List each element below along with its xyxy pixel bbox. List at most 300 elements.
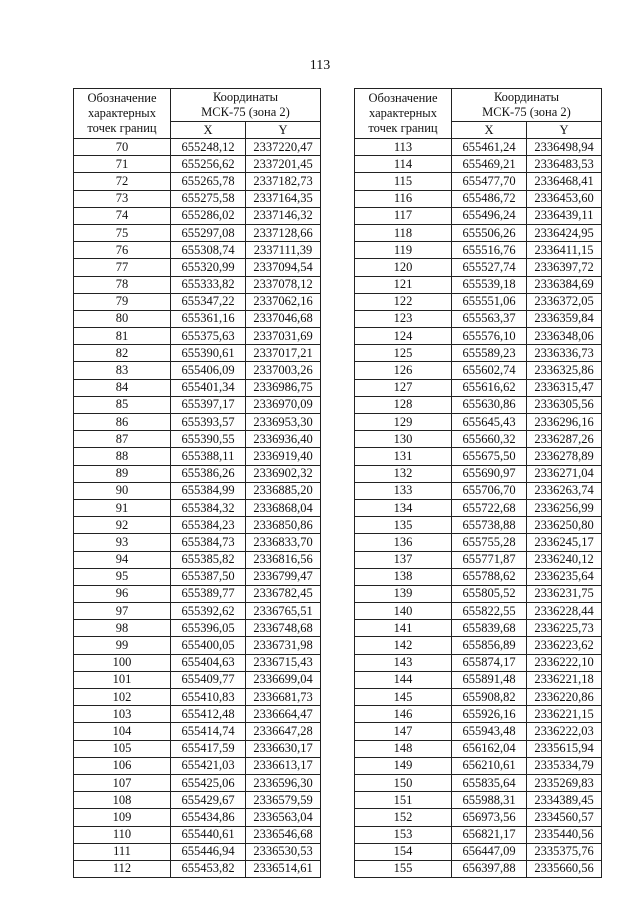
y-coordinate-cell: 2337017,21 <box>246 345 321 362</box>
y-coordinate-cell: 2337094,54 <box>246 259 321 276</box>
table-row <box>355 774 602 791</box>
point-header-line: точек границ <box>368 121 438 135</box>
table-row <box>74 774 321 791</box>
x-coordinate-cell: 655516,76 <box>452 242 527 259</box>
table-row <box>74 860 321 877</box>
x-coordinate-cell: 655788,62 <box>452 568 527 585</box>
table-row <box>355 757 602 774</box>
point-number-cell: 104 <box>74 723 171 740</box>
x-coordinate-cell: 655477,70 <box>452 173 527 190</box>
y-coordinate-cell: 2336816,56 <box>246 551 321 568</box>
x-coordinate-cell: 655891,48 <box>452 671 527 688</box>
table-row <box>74 637 321 654</box>
table-row <box>74 499 321 516</box>
x-coordinate-cell: 655822,55 <box>452 603 527 620</box>
x-coordinate-cell: 655602,74 <box>452 362 527 379</box>
y-coordinate-cell: 2336222,10 <box>527 654 602 671</box>
table-row <box>355 328 602 345</box>
point-number-cell: 151 <box>355 792 452 809</box>
x-coordinate-cell: 655506,26 <box>452 224 527 241</box>
table-row <box>355 207 602 224</box>
y-coordinate-cell: 2336885,20 <box>246 482 321 499</box>
x-coordinate-cell: 655722,68 <box>452 499 527 516</box>
x-coordinate-cell: 655347,22 <box>171 293 246 310</box>
table-row <box>355 534 602 551</box>
table-row <box>355 242 602 259</box>
x-coordinate-cell: 655375,63 <box>171 328 246 345</box>
table-row <box>74 173 321 190</box>
table-row <box>74 310 321 327</box>
y-coordinate-cell: 2335334,79 <box>527 757 602 774</box>
x-coordinate-cell: 655389,77 <box>171 585 246 602</box>
x-coordinate-cell: 655390,55 <box>171 431 246 448</box>
point-number-cell: 140 <box>355 603 452 620</box>
x-coordinate-cell: 655453,82 <box>171 860 246 877</box>
point-number-cell: 149 <box>355 757 452 774</box>
x-coordinate-cell: 655434,86 <box>171 809 246 826</box>
point-number-cell: 130 <box>355 431 452 448</box>
y-coordinate-cell: 2336483,53 <box>527 156 602 173</box>
y-coordinate-cell: 2336833,70 <box>246 534 321 551</box>
y-coordinate-cell: 2336240,12 <box>527 551 602 568</box>
x-coordinate-cell: 655396,05 <box>171 620 246 637</box>
table-row <box>74 757 321 774</box>
x-coordinate-cell: 655384,32 <box>171 499 246 516</box>
y-coordinate-cell: 2336225,73 <box>527 620 602 637</box>
table-row <box>355 156 602 173</box>
y-coordinate-cell: 2336613,17 <box>246 757 321 774</box>
table-row <box>355 671 602 688</box>
table-body <box>74 139 321 878</box>
table-row <box>355 431 602 448</box>
x-header: X <box>452 122 527 139</box>
y-coordinate-cell: 2337182,73 <box>246 173 321 190</box>
point-number-cell: 90 <box>74 482 171 499</box>
table-row <box>355 396 602 413</box>
x-coordinate-cell: 655926,16 <box>452 706 527 723</box>
x-coordinate-cell: 655297,08 <box>171 224 246 241</box>
y-coordinate-cell: 2334389,45 <box>527 792 602 809</box>
y-coordinate-cell: 2336850,86 <box>246 517 321 534</box>
x-coordinate-cell: 655320,99 <box>171 259 246 276</box>
point-number-cell: 99 <box>74 637 171 654</box>
point-number-cell: 122 <box>355 293 452 310</box>
point-number-cell: 82 <box>74 345 171 362</box>
coordinates-header <box>171 89 321 122</box>
table-row <box>355 362 602 379</box>
table-row <box>74 482 321 499</box>
point-number-cell: 72 <box>74 173 171 190</box>
y-coordinate-cell: 2337146,32 <box>246 207 321 224</box>
y-coordinate-cell: 2336468,41 <box>527 173 602 190</box>
point-number-cell: 119 <box>355 242 452 259</box>
table-row <box>355 173 602 190</box>
x-coordinate-cell: 656821,17 <box>452 826 527 843</box>
x-coordinate-cell: 655333,82 <box>171 276 246 293</box>
point-number-cell: 95 <box>74 568 171 585</box>
x-coordinate-cell: 655256,62 <box>171 156 246 173</box>
point-number-cell: 110 <box>74 826 171 843</box>
y-coordinate-cell: 2336223,62 <box>527 637 602 654</box>
point-number-cell: 111 <box>74 843 171 860</box>
x-coordinate-cell: 655675,50 <box>452 448 527 465</box>
x-coordinate-cell: 655397,17 <box>171 396 246 413</box>
point-number-cell: 89 <box>74 465 171 482</box>
x-coordinate-cell: 655393,57 <box>171 414 246 431</box>
table-row <box>355 740 602 757</box>
table-row <box>355 637 602 654</box>
point-number-cell: 88 <box>74 448 171 465</box>
table-row <box>74 792 321 809</box>
point-number-cell: 150 <box>355 774 452 791</box>
table-row <box>355 190 602 207</box>
x-coordinate-cell: 655417,59 <box>171 740 246 757</box>
point-number-cell: 81 <box>74 328 171 345</box>
x-coordinate-cell: 655706,70 <box>452 482 527 499</box>
y-coordinate-cell: 2336315,47 <box>527 379 602 396</box>
y-coordinate-cell: 2336748,68 <box>246 620 321 637</box>
table-row <box>74 242 321 259</box>
table-row <box>74 568 321 585</box>
point-number-cell: 76 <box>74 242 171 259</box>
x-coordinate-cell: 655645,43 <box>452 414 527 431</box>
x-coordinate-cell: 655414,74 <box>171 723 246 740</box>
point-number-cell: 73 <box>74 190 171 207</box>
y-coordinate-cell: 2335440,56 <box>527 826 602 843</box>
y-coordinate-cell: 2336664,47 <box>246 706 321 723</box>
y-coordinate-cell: 2336250,80 <box>527 517 602 534</box>
point-number-cell: 154 <box>355 843 452 860</box>
table-row <box>74 654 321 671</box>
x-coordinate-cell: 656210,61 <box>452 757 527 774</box>
y-coordinate-cell: 2336699,04 <box>246 671 321 688</box>
y-coordinate-cell: 2335269,83 <box>527 774 602 791</box>
y-coordinate-cell: 2337111,39 <box>246 242 321 259</box>
x-coordinate-cell: 655388,11 <box>171 448 246 465</box>
point-number-cell: 113 <box>355 139 452 156</box>
y-coordinate-cell: 2335660,56 <box>527 860 602 877</box>
y-coordinate-cell: 2336530,53 <box>246 843 321 860</box>
y-coordinate-cell: 2337164,35 <box>246 190 321 207</box>
point-number-cell: 117 <box>355 207 452 224</box>
point-number-cell: 129 <box>355 414 452 431</box>
y-coordinate-cell: 2336424,95 <box>527 224 602 241</box>
x-coordinate-cell: 655387,50 <box>171 568 246 585</box>
point-number-cell: 96 <box>74 585 171 602</box>
point-number-cell: 83 <box>74 362 171 379</box>
y-coordinate-cell: 2336936,40 <box>246 431 321 448</box>
y-coordinate-cell: 2336986,75 <box>246 379 321 396</box>
y-coordinate-cell: 2336953,30 <box>246 414 321 431</box>
table-row <box>355 654 602 671</box>
y-coordinate-cell: 2336245,17 <box>527 534 602 551</box>
table-row <box>355 224 602 241</box>
x-coordinate-cell: 655630,86 <box>452 396 527 413</box>
y-coordinate-cell: 2336325,86 <box>527 362 602 379</box>
y-coordinate-cell: 2335615,94 <box>527 740 602 757</box>
table-row <box>355 414 602 431</box>
point-number-cell: 134 <box>355 499 452 516</box>
x-coordinate-cell: 655469,21 <box>452 156 527 173</box>
y-coordinate-cell: 2336647,28 <box>246 723 321 740</box>
point-number-cell: 102 <box>74 689 171 706</box>
x-coordinate-cell: 655248,12 <box>171 139 246 156</box>
point-number-cell: 120 <box>355 259 452 276</box>
y-coordinate-cell: 2337046,68 <box>246 310 321 327</box>
point-number-cell: 135 <box>355 517 452 534</box>
x-coordinate-cell: 656397,88 <box>452 860 527 877</box>
point-number-cell: 77 <box>74 259 171 276</box>
x-coordinate-cell: 655527,74 <box>452 259 527 276</box>
y-coordinate-cell: 2336231,75 <box>527 585 602 602</box>
table-row <box>74 207 321 224</box>
table-row <box>74 603 321 620</box>
table-row <box>355 448 602 465</box>
table-row <box>355 517 602 534</box>
y-coordinate-cell: 2336970,09 <box>246 396 321 413</box>
y-coordinate-cell: 2337078,12 <box>246 276 321 293</box>
point-header <box>355 89 452 139</box>
point-header-line: характерных <box>88 106 156 120</box>
y-coordinate-cell: 2336235,64 <box>527 568 602 585</box>
point-number-cell: 124 <box>355 328 452 345</box>
table-row <box>355 826 602 843</box>
y-coordinate-cell: 2337031,69 <box>246 328 321 345</box>
y-coordinate-cell: 2336372,05 <box>527 293 602 310</box>
point-number-cell: 115 <box>355 173 452 190</box>
y-coordinate-cell: 2336278,89 <box>527 448 602 465</box>
x-coordinate-cell: 655551,06 <box>452 293 527 310</box>
point-number-cell: 141 <box>355 620 452 637</box>
point-number-cell: 138 <box>355 568 452 585</box>
table-row <box>74 620 321 637</box>
point-number-cell: 93 <box>74 534 171 551</box>
coordinates-table-right <box>354 88 602 878</box>
table-row <box>355 259 602 276</box>
table-body <box>355 139 602 878</box>
point-number-cell: 127 <box>355 379 452 396</box>
x-coordinate-cell: 655361,16 <box>171 310 246 327</box>
point-number-cell: 79 <box>74 293 171 310</box>
x-coordinate-cell: 655908,82 <box>452 689 527 706</box>
x-coordinate-cell: 655409,77 <box>171 671 246 688</box>
table-row <box>74 465 321 482</box>
table-row <box>355 723 602 740</box>
point-number-cell: 133 <box>355 482 452 499</box>
table-row <box>74 156 321 173</box>
x-coordinate-cell: 655400,05 <box>171 637 246 654</box>
x-coordinate-cell: 655496,24 <box>452 207 527 224</box>
y-coordinate-cell: 2336384,69 <box>527 276 602 293</box>
y-coordinate-cell: 2336336,73 <box>527 345 602 362</box>
x-coordinate-cell: 655988,31 <box>452 792 527 809</box>
y-coordinate-cell: 2337003,26 <box>246 362 321 379</box>
x-coordinate-cell: 655390,61 <box>171 345 246 362</box>
y-header: Y <box>246 122 321 139</box>
point-number-cell: 146 <box>355 706 452 723</box>
table-row <box>74 224 321 241</box>
y-coordinate-cell: 2336782,45 <box>246 585 321 602</box>
table-row <box>74 345 321 362</box>
y-coordinate-cell: 2335375,76 <box>527 843 602 860</box>
y-coordinate-cell: 2336305,56 <box>527 396 602 413</box>
coordinates-header-line: Координаты <box>493 90 560 104</box>
y-coordinate-cell: 2336359,84 <box>527 310 602 327</box>
point-number-cell: 116 <box>355 190 452 207</box>
table-row <box>74 190 321 207</box>
y-coordinate-cell: 2336271,04 <box>527 465 602 482</box>
table-row <box>74 843 321 860</box>
point-number-cell: 84 <box>74 379 171 396</box>
x-coordinate-cell: 656447,09 <box>452 843 527 860</box>
x-coordinate-cell: 655308,74 <box>171 242 246 259</box>
table-row <box>74 517 321 534</box>
x-coordinate-cell: 655412,48 <box>171 706 246 723</box>
point-number-cell: 97 <box>74 603 171 620</box>
table-row <box>74 396 321 413</box>
y-coordinate-cell: 2336498,94 <box>527 139 602 156</box>
table-row <box>74 276 321 293</box>
table-row <box>74 431 321 448</box>
table-row <box>355 139 602 156</box>
table-row <box>355 809 602 826</box>
point-number-cell: 153 <box>355 826 452 843</box>
point-number-cell: 112 <box>74 860 171 877</box>
coordinates-header-line: Координаты <box>212 90 279 104</box>
point-header-line: Обозначение <box>87 91 157 105</box>
point-number-cell: 137 <box>355 551 452 568</box>
table-row <box>74 379 321 396</box>
y-coordinate-cell: 2336348,06 <box>527 328 602 345</box>
x-coordinate-cell: 655486,72 <box>452 190 527 207</box>
x-coordinate-cell: 655275,58 <box>171 190 246 207</box>
table-row <box>355 482 602 499</box>
point-number-cell: 143 <box>355 654 452 671</box>
x-coordinate-cell: 655384,73 <box>171 534 246 551</box>
point-number-cell: 131 <box>355 448 452 465</box>
point-number-cell: 114 <box>355 156 452 173</box>
point-number-cell: 74 <box>74 207 171 224</box>
point-number-cell: 92 <box>74 517 171 534</box>
x-coordinate-cell: 655660,32 <box>452 431 527 448</box>
x-coordinate-cell: 655755,28 <box>452 534 527 551</box>
point-number-cell: 85 <box>74 396 171 413</box>
y-coordinate-cell: 2336263,74 <box>527 482 602 499</box>
coordinates-header-line: МСК-75 (зона 2) <box>482 105 571 119</box>
x-coordinate-cell: 655421,03 <box>171 757 246 774</box>
point-number-cell: 142 <box>355 637 452 654</box>
y-coordinate-cell: 2336596,30 <box>246 774 321 791</box>
table-row <box>355 860 602 877</box>
x-coordinate-cell: 655856,89 <box>452 637 527 654</box>
point-number-cell: 106 <box>74 757 171 774</box>
y-coordinate-cell: 2337062,16 <box>246 293 321 310</box>
point-number-cell: 147 <box>355 723 452 740</box>
y-coordinate-cell: 2336868,04 <box>246 499 321 516</box>
point-header-line: Обозначение <box>368 91 438 105</box>
x-coordinate-cell: 655589,23 <box>452 345 527 362</box>
x-coordinate-cell: 655384,99 <box>171 482 246 499</box>
point-number-cell: 148 <box>355 740 452 757</box>
page-number: 113 <box>309 58 331 73</box>
table-row <box>74 534 321 551</box>
y-coordinate-cell: 2334560,57 <box>527 809 602 826</box>
point-number-cell: 126 <box>355 362 452 379</box>
point-number-cell: 125 <box>355 345 452 362</box>
point-number-cell: 91 <box>74 499 171 516</box>
x-coordinate-cell: 655839,68 <box>452 620 527 637</box>
x-coordinate-cell: 655943,48 <box>452 723 527 740</box>
table-row <box>74 448 321 465</box>
x-coordinate-cell: 655563,37 <box>452 310 527 327</box>
x-coordinate-cell: 655771,87 <box>452 551 527 568</box>
table-header <box>355 89 602 139</box>
point-number-cell: 152 <box>355 809 452 826</box>
x-coordinate-cell: 655401,34 <box>171 379 246 396</box>
x-header: X <box>171 122 246 139</box>
x-coordinate-cell: 655738,88 <box>452 517 527 534</box>
y-coordinate-cell: 2337220,47 <box>246 139 321 156</box>
point-number-cell: 144 <box>355 671 452 688</box>
table-row <box>74 293 321 310</box>
point-number-cell: 70 <box>74 139 171 156</box>
table-row <box>355 310 602 327</box>
table-row <box>355 465 602 482</box>
coordinates-header <box>452 89 602 122</box>
y-coordinate-cell: 2336546,68 <box>246 826 321 843</box>
table-row <box>355 689 602 706</box>
point-number-cell: 105 <box>74 740 171 757</box>
y-coordinate-cell: 2336453,60 <box>527 190 602 207</box>
x-coordinate-cell: 655874,17 <box>452 654 527 671</box>
table-row <box>74 362 321 379</box>
point-number-cell: 107 <box>74 774 171 791</box>
y-coordinate-cell: 2336287,26 <box>527 431 602 448</box>
y-coordinate-cell: 2336439,11 <box>527 207 602 224</box>
y-coordinate-cell: 2336411,15 <box>527 242 602 259</box>
y-coordinate-cell: 2336514,61 <box>246 860 321 877</box>
x-coordinate-cell: 655539,18 <box>452 276 527 293</box>
coordinates-table-left <box>73 88 321 878</box>
y-coordinate-cell: 2336799,47 <box>246 568 321 585</box>
point-number-cell: 94 <box>74 551 171 568</box>
y-coordinate-cell: 2337128,66 <box>246 224 321 241</box>
y-coordinate-cell: 2336731,98 <box>246 637 321 654</box>
point-number-cell: 98 <box>74 620 171 637</box>
x-coordinate-cell: 656973,56 <box>452 809 527 826</box>
table-row <box>355 792 602 809</box>
y-header: Y <box>527 122 602 139</box>
y-coordinate-cell: 2336902,32 <box>246 465 321 482</box>
coordinates-header-line: МСК-75 (зона 2) <box>201 105 290 119</box>
point-header-line: характерных <box>369 106 437 120</box>
table-row <box>74 740 321 757</box>
table-row <box>355 345 602 362</box>
table-row <box>74 551 321 568</box>
point-number-cell: 80 <box>74 310 171 327</box>
point-number-cell: 123 <box>355 310 452 327</box>
x-coordinate-cell: 655406,09 <box>171 362 246 379</box>
y-coordinate-cell: 2337201,45 <box>246 156 321 173</box>
x-coordinate-cell: 655461,24 <box>452 139 527 156</box>
x-coordinate-cell: 655384,23 <box>171 517 246 534</box>
y-coordinate-cell: 2336397,72 <box>527 259 602 276</box>
point-number-cell: 101 <box>74 671 171 688</box>
y-coordinate-cell: 2336919,40 <box>246 448 321 465</box>
y-coordinate-cell: 2336765,51 <box>246 603 321 620</box>
table-row <box>355 843 602 860</box>
y-coordinate-cell: 2336221,18 <box>527 671 602 688</box>
